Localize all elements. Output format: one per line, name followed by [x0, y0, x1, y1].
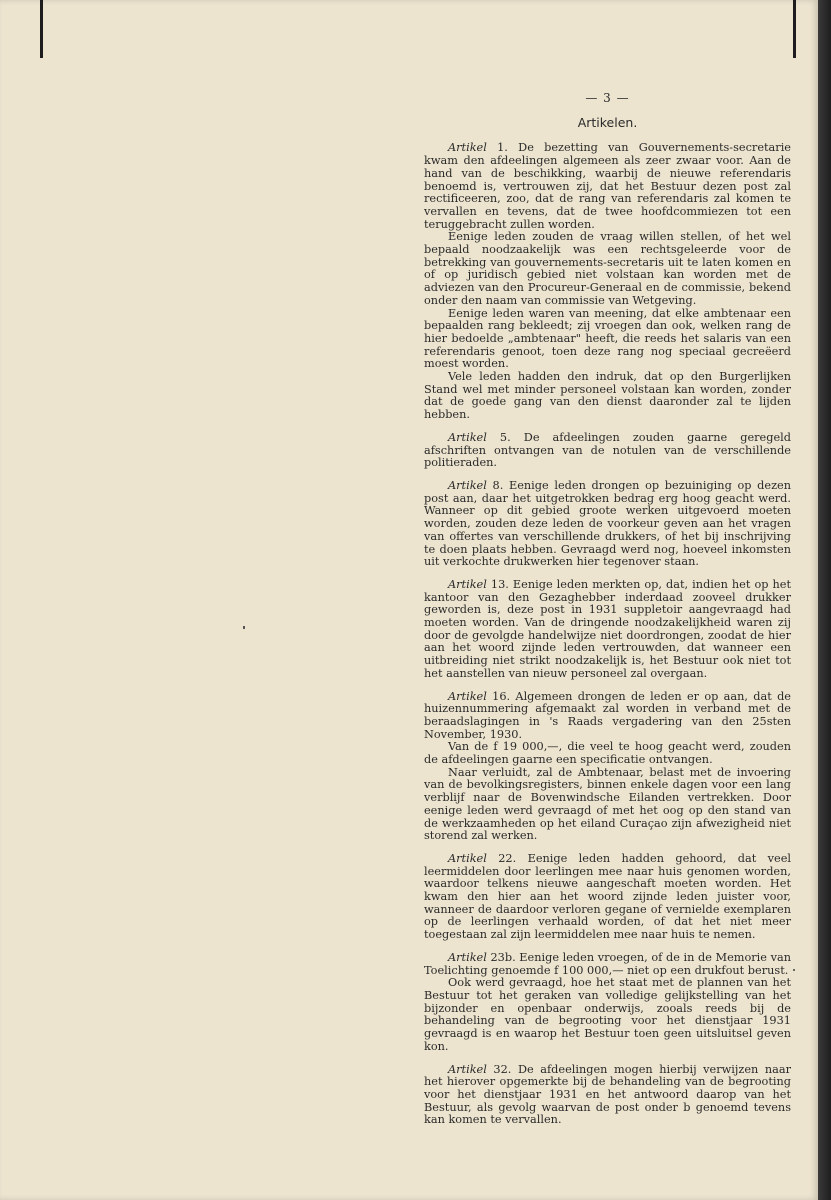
article-label: Artikel	[448, 577, 487, 591]
article-13	[424, 579, 791, 681]
page-number: — 3 —	[585, 91, 630, 105]
article-label: Artikel	[448, 950, 487, 964]
article-label: Artikel	[448, 689, 487, 703]
article-32	[424, 1064, 791, 1128]
article-16	[424, 691, 791, 843]
paragraph: Artikel 5. De afdeelingen zouden gaarne geregeld afschriften ontvangen van de notulen van de verschillende politieraden.	[424, 430, 791, 470]
article-1	[424, 142, 791, 421]
paragraph: Van de f 19 000,—, die veel te hoog geacht werd, zouden de afdeelingen gaarne een specificatie ontvangen.	[424, 740, 791, 767]
article-label: Artikel	[448, 141, 487, 155]
paragraph: Artikel 13. Eenige leden merkten op, dat, indien het op het kantoor van den Gezaghebber inderdaad zooveel drukker geworden is, deze post in 1931 suppletoir aangevraagd had moeten worden. Van de dringende noodzakelijkheid waren zij door de gevolgde handelwijze niet doordrongen, zoodat de hier aan het woord zijnde leden vertrouwden, dat wanneer een uitbreiding niet strikt noodzakelijk is, het Bestuur ook niet tot het aanstellen van nieuw personeel zal overgaan.	[424, 577, 792, 680]
paragraph: Naar verluidt, zal de Ambtenaar, belast met de invoering van de bevolkingsregisters, binnen enkele dagen voor een lang verblijf naar de Bovenwindsche Eilanden vertrekken. Door eenige leden werd gevraagd of met het oog op den stand van de werkzaamheden op het eiland Curaçao zijn afwezigheid niet storend zal werken.	[424, 765, 791, 843]
article-label: Artikel	[448, 851, 487, 865]
paper-speck	[243, 626, 245, 629]
paragraph: Vele leden hadden den indruk, dat op den Burgerlijken Stand wel met minder personeel volstaan kan worden, zonder dat de goede gang van den dienst daaronder zal te lijden hebben.	[424, 370, 791, 422]
article-23b	[424, 952, 791, 1054]
paragraph: Artikel 32. De afdeelingen mogen hierbij verwijzen naar het hierover opgemerkte bij de behandeling van de begrooting voor het dienstjaar 1931 en het antwoord daarop van het Bestuur, als gevolg waarvan de post onder b genoemd tevens kan komen te vervallen.	[424, 1062, 792, 1127]
article-label: Artikel	[448, 430, 487, 444]
paragraph: Artikel 22. Eenige leden hadden gehoord, dat veel leermiddelen door leerlingen mee naar huis genomen worden, waardoor telkens nieuwe aangeschaft moeten worden. Het kwam den hier aan het woord zijnde leden juister voor, wanneer de daardoor verloren gegane of vernielde exemplaren op de leerlingen verhaald worden, of dat het niet meer toegestaan zal zijn leermiddelen mee naar huis te nemen.	[424, 851, 791, 942]
paragraph: Artikel 16. Algemeen drongen de leden er op aan, dat de huizennummering afgemaakt zal worden in verband met de beraadslagingen in 's Raads vergadering van den 25sten November, 1930.	[424, 689, 791, 741]
paper-speck	[793, 969, 795, 971]
paragraph: Artikel 1. De bezetting van Gouvernements-secretarie kwam den afdeelingen algemeen als zeer zwaar voor. Aan de hand van de beschikking, waarbij de nieuwe referendaris benoemd is, vertrouwen zij, dat het Bestuur dezen post zal rectificeeren, zoo, dat de rang van referendaris zal komen te vervallen en tevens, dat de twee hoofdcommiezen tot een teruggebracht zullen worden.	[424, 141, 791, 231]
paragraph: Ook werd gevraagd, hoe het staat met de plannen van het Bestuur tot het geraken van volledige gelijkstelling van het bijzonder en openbaar onderwijs, zooals reeds bij de behandeling van de begrooting voor het dienstjaar 1931 gevraagd is en waarop het Bestuur toen geen uitsluitsel geven kon.	[424, 976, 791, 1053]
scan-background-edge	[818, 0, 831, 1200]
article-22	[424, 853, 791, 942]
paragraph: Eenige leden waren van meening, dat elke ambtenaar een bepaalden rang bekleedt; zij vroegen dan ook, welken rang de hier bedoelde „ambtenaar" heeft, die reeds het salaris van een referendaris genoot, toen deze rang nog speciaal gecreëerd moest worden.	[424, 306, 791, 371]
paragraph: Artikel 8. Eenige leden drongen op bezuiniging op dezen post aan, daar het uitgetrokken bedrag erg hoog geacht werd. Wanneer op dit gebied groote werken uitgevoerd moeten worden, zouden deze leden de voorkeur geven aan het vragen van offertes van verschillende drukkers, of het bij inschrijving te doen plaats hebben. Gevraagd werd nog, hoeveel inkomsten uit verkochte drukwerken hier tegenover staan.	[424, 478, 791, 569]
article-label: Artikel	[448, 1062, 487, 1076]
text-column	[424, 92, 791, 1137]
scan-edge-mark	[793, 0, 796, 58]
article-8	[424, 480, 791, 569]
article-5	[424, 432, 791, 470]
paragraph: Eenige leden zouden de vraag willen stellen, of het wel bepaald noodzaakelijk was een rechtsgeleerde voor de betrekking van gouvernements-secretaris uit te laten komen en of op juridisch gebied niet volstaan kan worden met de adviezen van den Procureur-Generaal en de commissie, bekend onder den naam van commissie van Wetgeving.	[424, 230, 791, 307]
section-heading: Artikelen.	[577, 114, 638, 130]
scan-edge-mark	[40, 0, 43, 58]
article-label: Artikel	[448, 478, 487, 492]
paragraph: Artikel 23b. Eenige leden vroegen, of de in de Memorie van Toelichting genoemde f 100 000,— niet op een drukfout berust.	[424, 950, 791, 977]
